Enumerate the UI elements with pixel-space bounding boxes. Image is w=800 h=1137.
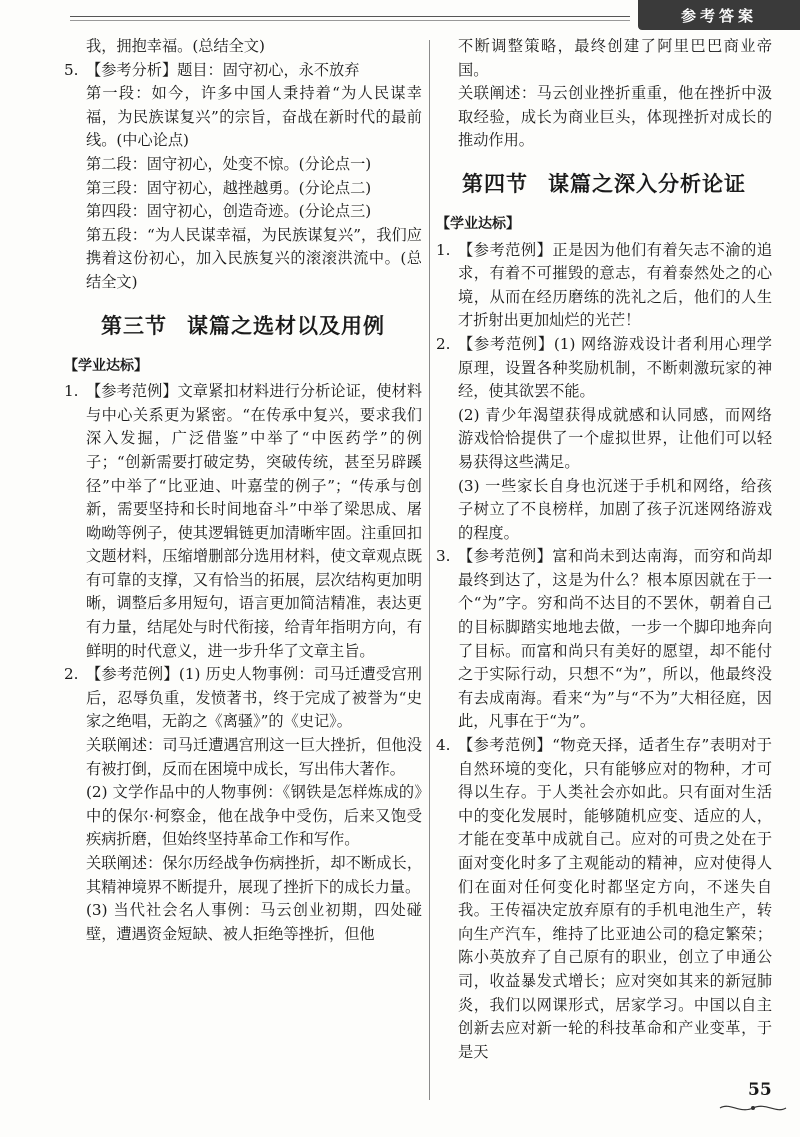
paragraph-line: 第一段：如今，许多中国人秉持着“为人民谋幸福，为民族谋复兴”的宗旨，奋战在新时代的最前线。(中心论点): [86, 84, 422, 150]
answer-item-1: [436, 239, 772, 333]
item-number: 1.: [436, 240, 451, 259]
header-section-tab: 参考答案: [638, 0, 800, 30]
continuation-line: 不断调整策略，最终创建了阿里巴巴商业帝国。: [458, 37, 772, 79]
paragraph-line: (2) 青少年渴望获得成就感和认同感，而网络游戏恰恰提供了一个虚拟世界，让他们可以轻易获得这些满足。: [458, 405, 772, 471]
paragraph-line: 关联阐述：司马迁遭遇宫刑这一巨大挫折，但他没有被打倒，反而在困境中成长，写出伟大著作。: [86, 736, 422, 778]
section-4-title: [436, 170, 772, 198]
item-number: 5.: [64, 60, 79, 79]
answer-item-3: [436, 545, 772, 734]
section-3-title: [64, 312, 422, 340]
left-column: [64, 35, 422, 946]
answer-item-5: [64, 59, 422, 295]
paragraph-line: 第五段：“为人民谋幸福，为民族谋复兴”，我们应携着这份初心，加入民族复兴的滚滚洪流中。(总结全文): [86, 225, 422, 291]
item-heading: 【参考分析】题目：固守初心，永不放弃: [86, 60, 360, 79]
continuation-line: 关联阐述：马云创业挫折重重，他在挫折中汲取经验，成长为商业巨头，体现挫折对成长的推动作用。: [458, 84, 772, 150]
item-text: 【参考范例】文章紧扣材料进行分析论证，使材料与中心关系更为紧密。“在传承中复兴，要求我们深入发掘，广泛借鉴”中举了“中医药学”的例子；“创新需要打破定势，突破传统，甚至另辟蹊径”中举了“比亚迪、叶嘉莹的例子”；“传承与创新，需要坚持和长时间地奋斗”中举了梁思成、屠呦呦等例子，使其逻辑链更加清晰牢固。注重回扣文题材料，压缩增删部分选用材料，使文章观点既有可靠的支撑，又有恰当的拓展，层次结构更加明晰，调整后多用短句，语言更加简洁精准，表达更有力量，结尾处与时代衔接，给青年指明方向，有鲜明的时代意义，进一步升华了文章主旨。: [86, 382, 422, 660]
item-text: 【参考范例】“物竞天择，适者生存”表明对于自然环境的变化，只有能够应对的物种，才可得以生存。于人类社会亦如此。只有面对生活中的变化发展时，能够随机应变、适应的人，才能在变革中成就自己。应对的可贵之处在于面对变化时多了主观能动的精神，应对使得人们在面对任何变化时都坚定方向，不迷失自我。王传福决定放弃原有的手机电池生产，转向生产汽车，维持了比亚迪公司的稳定繁荣；陈小英放弃了自己原有的职业，创立了申通公司，收益暴发式增长；应对突如其来的新冠肺炎，我们以网课形式，居家学习。中国以自主创新去应对新一轮的科技革命和产业变革，于是天: [458, 736, 772, 1061]
paragraph-line: 第二段：固守初心，处变不惊。(分论点一): [86, 154, 372, 173]
section-label: 第三节: [101, 313, 167, 338]
page-number: 55: [748, 1080, 772, 1100]
column-divider: [429, 40, 430, 1100]
item-text: 【参考范例】(1) 网络游戏设计者利用心理学原理，设置各种奖励机制，不断刺激玩家的神经，使其欲罢不能。: [458, 334, 772, 401]
item-number: 2.: [436, 334, 451, 353]
item-number: 1.: [64, 382, 79, 401]
paragraph-line: 第四段：固守初心，创造奇迹。(分论点三): [86, 202, 372, 221]
header-rule: [70, 16, 630, 17]
paragraph-line: (2) 文学作品中的人物事例：《钢铁是怎样炼成的》中的保尔·柯察金，他在战争中受伤，后来又饱受疾病折磨，但始终坚持革命工作和写作。: [86, 783, 422, 849]
item-text: 【参考范例】富和尚未到达南海，而穷和尚却最终到达了，这是为什么？根本原因就在于一个“为”字。穷和尚不达目的不罢休，朝着自己的目标脚踏实地地去做，一步一个脚印地奔向了目标。而富和尚只有美好的愿望，却不能付之于实际行动，只想不“为”，所以，他最终没有去成南海。看来“为”与“不为”大相径庭，因此，凡事在于“为”。: [458, 547, 772, 731]
section-heading: 谋篇之选材以及用例: [187, 313, 385, 338]
paragraph-line: 关联阐述：保尔历经战争伤病挫折，却不断成长，其精神境界不断提升，展现了挫折下的成长力量。: [86, 854, 422, 896]
answer-item-2: [436, 333, 772, 545]
intro-line: 我，拥抱幸福。(总结全文): [86, 37, 265, 55]
page-ornament-icon: [718, 1101, 788, 1115]
paragraph-line: (3) 一些家长自身也沉迷于手机和网络，给孩子树立了不良榜样，加剧了孩子沉迷网络游戏的程度。: [458, 476, 772, 542]
section-tag: 【学业达标】: [64, 357, 148, 374]
paragraph-line: (3) 当代社会名人事例：马云创业初期，四处碰壁，遭遇资金短缺、被人拒绝等挫折，但他: [86, 901, 422, 943]
answer-item-4: [436, 734, 772, 1064]
right-column: [436, 35, 772, 1064]
section-label: 第四节: [462, 171, 528, 196]
item-text: 【参考范例】(1) 历史人物事例：司马迁遭受宫刑后，忍辱负重，发愤著书，终于完成了被誉为“史家之绝唱，无韵之《离骚》”的《史记》。: [86, 665, 422, 731]
header-rule-thin: [70, 20, 630, 21]
section-tag: 【学业达标】: [436, 215, 520, 232]
item-number: 3.: [436, 547, 451, 566]
answer-item-2: [64, 663, 422, 946]
section-heading: 谋篇之深入分析论证: [548, 171, 746, 196]
answer-item-1: [64, 380, 422, 663]
item-text: 【参考范例】正是因为他们有着矢志不渝的追求，有着不可摧毁的意志，有着泰然处之的心境，从而在经历磨练的洗礼之后，他们的人生才折射出更加灿烂的光芒！: [458, 240, 772, 330]
item-number: 4.: [436, 736, 451, 755]
item-number: 2.: [64, 665, 79, 684]
paragraph-line: 第三段：固守初心，越挫越勇。(分论点二): [86, 178, 372, 197]
